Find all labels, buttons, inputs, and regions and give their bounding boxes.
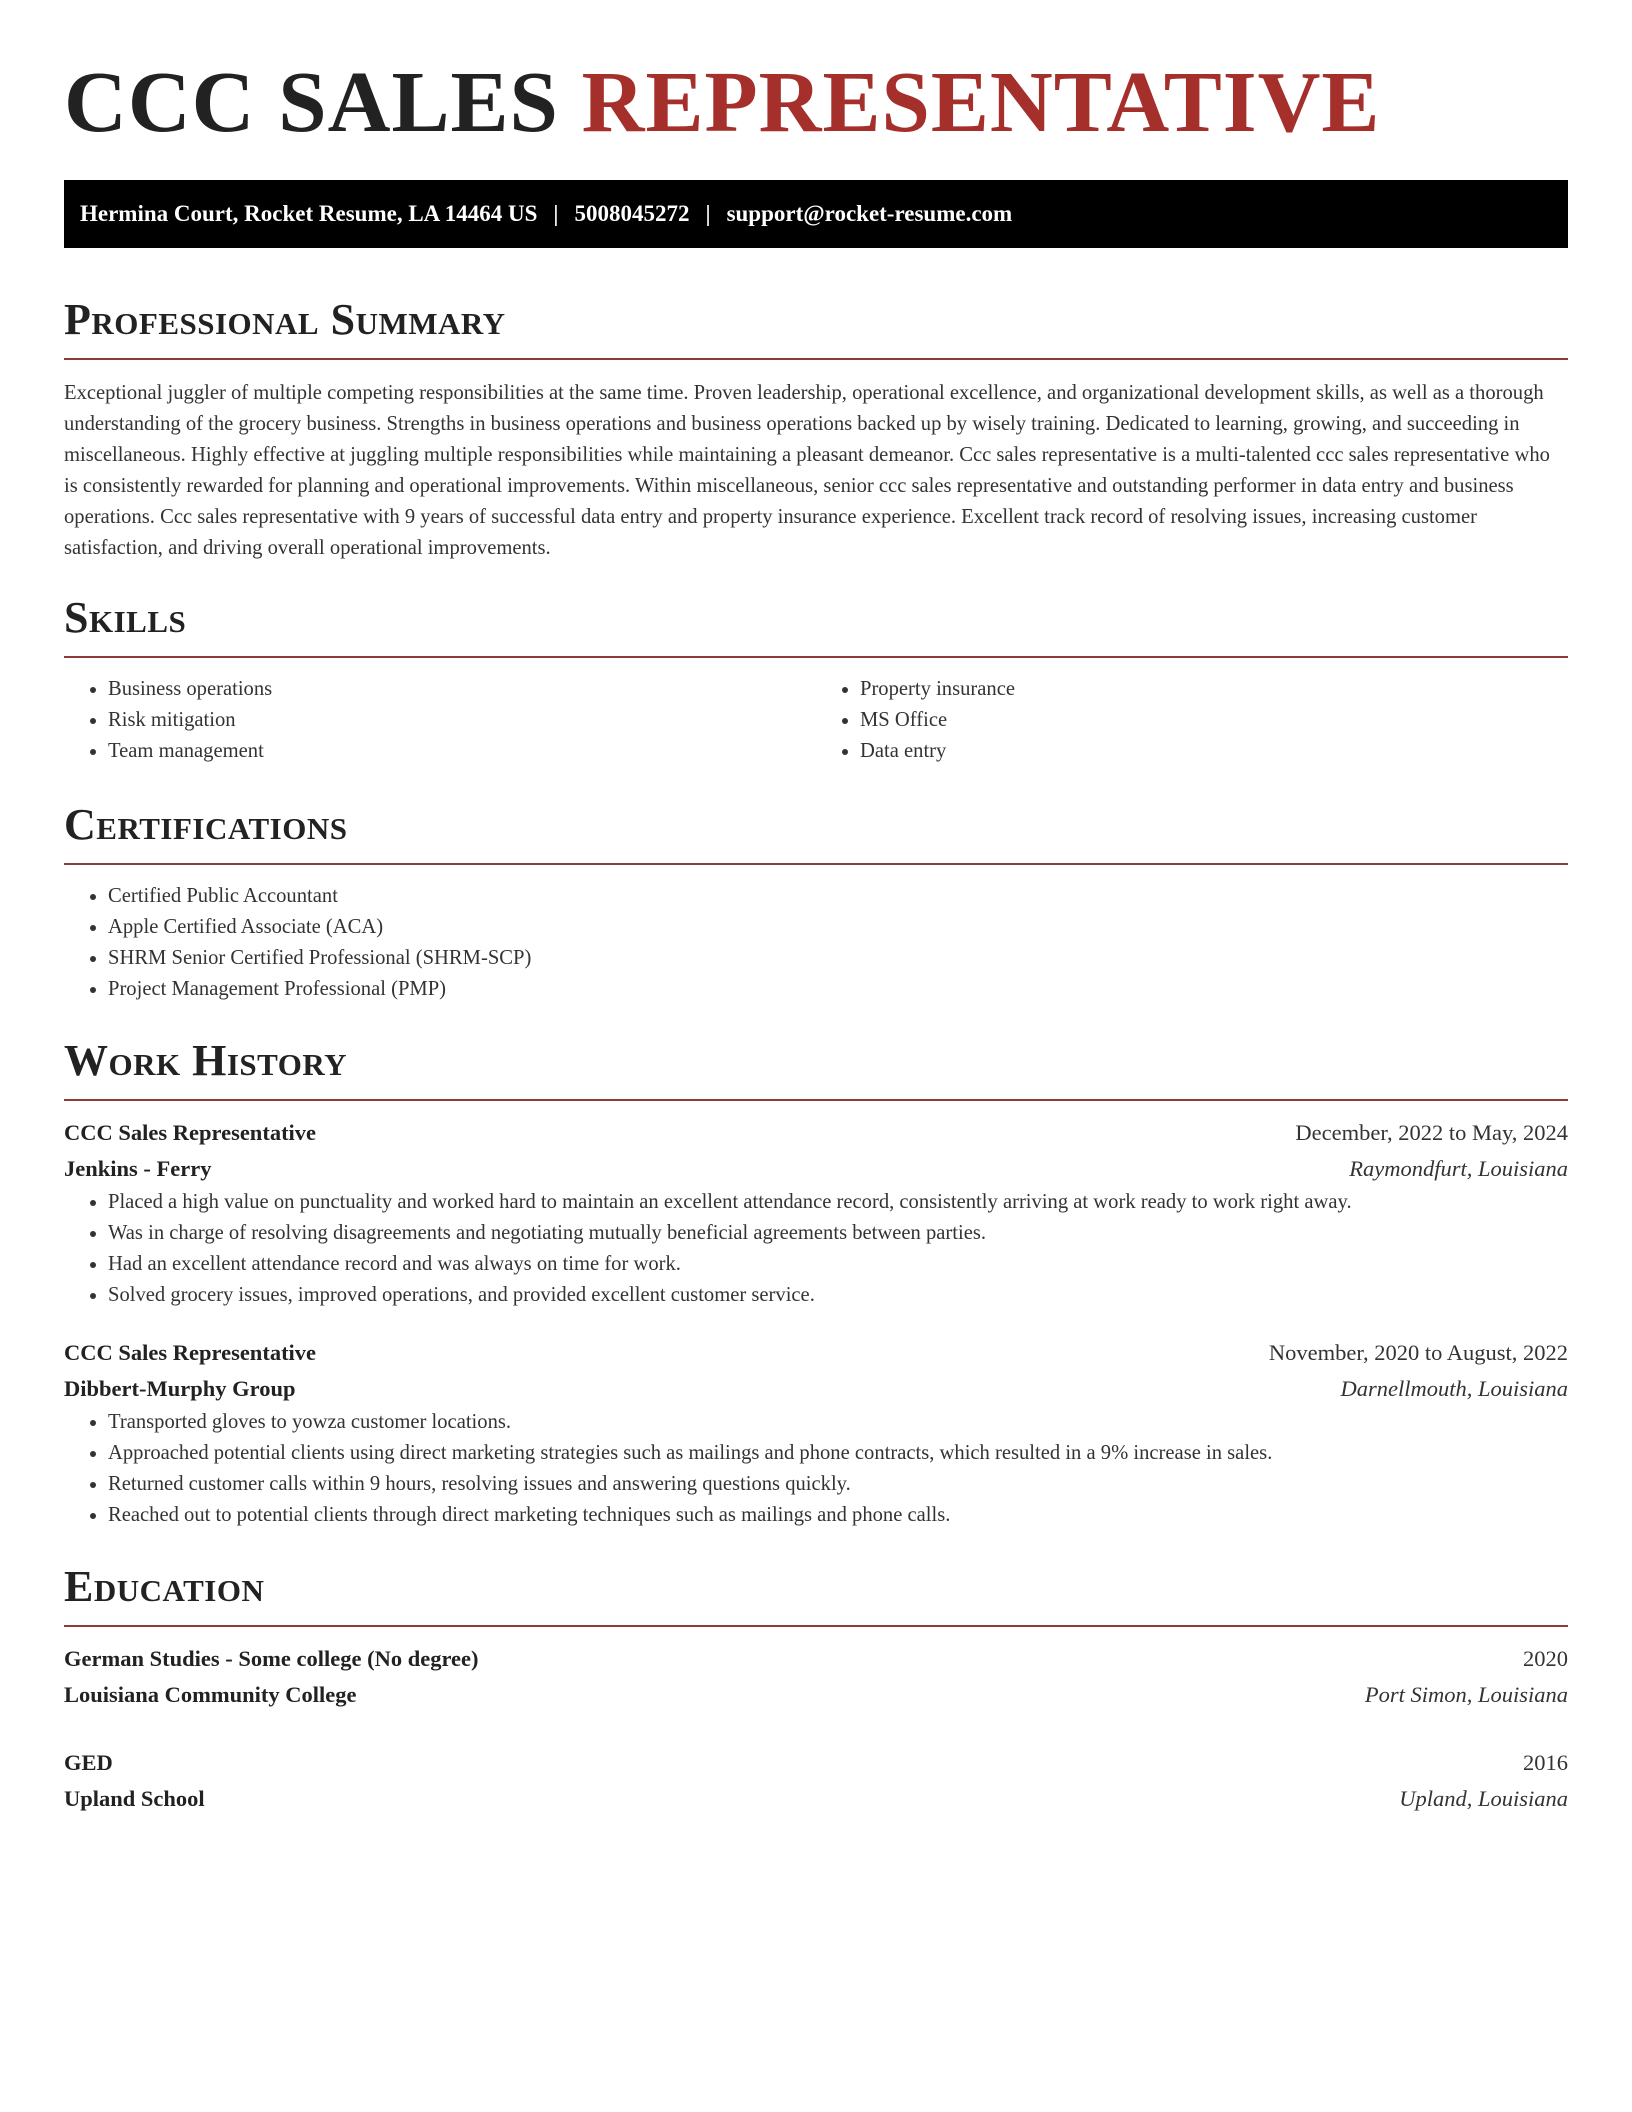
skill-item: • Data entry: [860, 736, 1568, 767]
education-degree-row: [64, 1745, 1568, 1781]
section-divider: [64, 358, 1568, 360]
job-bullet: • Had an excellent attendance record and was always on time for work.: [108, 1249, 1568, 1280]
work-history-section: [64, 1033, 1568, 1531]
education-degree: GED: [64, 1750, 113, 1775]
education-degree: German Studies - Some college (No degree): [64, 1646, 479, 1671]
job-entry: [64, 1115, 1568, 1311]
certifications-list: [64, 881, 1568, 1005]
contact-separator: |: [705, 201, 711, 226]
resume-name: [64, 52, 1568, 152]
education-school-row: [64, 1781, 1568, 1817]
job-company: Dibbert-Murphy Group: [64, 1376, 296, 1401]
job-company: Jenkins - Ferry: [64, 1156, 212, 1181]
section-title-work-history: Work History: [64, 1036, 348, 1085]
job-dates: December, 2022 to May, 2024: [1295, 1120, 1568, 1145]
education-year: 2016: [1523, 1750, 1568, 1775]
education-school: Louisiana Community College: [64, 1682, 357, 1707]
summary-text: Exceptional juggler of multiple competing responsibilities at the same time. Proven leadership, operational excellence, and organizational development skills, as well as a thorough understanding of the grocery business. Strengths in business operations and business operations backed up by wisely training. Dedicated to learning, growing, and succeeding in miscellaneous. Highly effective at juggling multiple responsibilities while maintaining a pleasant demeanor. Ccc sales representative is a multi-talented ccc sales representative who is consistently rewarded for planning and operational improvements. Within miscellaneous, senior ccc sales representative and outstanding performer in data entry and business operations. Ccc sales representative with 9 years of successful data entry and property insurance experience. Excellent track record of resolving issues, increasing customer satisfaction, and driving overall operational improvements.: [64, 382, 1550, 559]
skills-section: [64, 590, 1568, 767]
summary-section: [64, 292, 1568, 564]
name-accent: REPRESENTATIVE: [581, 53, 1381, 150]
section-divider: [64, 1625, 1568, 1627]
job-bullets: [64, 1187, 1568, 1311]
section-title-skills: Skills: [64, 593, 187, 642]
job-title: CCC Sales Representative: [64, 1120, 317, 1145]
skills-list-right: [816, 674, 1568, 767]
job-bullet: • Approached potential clients using direct marketing strategies such as mailings and phone contracts, which resulted in a 9% increase in sales.: [108, 1438, 1568, 1469]
job-location: Raymondfurt, Louisiana: [1349, 1156, 1568, 1181]
skill-item: • Property insurance: [860, 674, 1568, 705]
certification-item: • Project Management Professional (PMP): [108, 974, 1568, 1005]
job-bullet: • Was in charge of resolving disagreements and negotiating mutually beneficial agreements between parties.: [108, 1218, 1568, 1249]
education-entry: [64, 1745, 1568, 1817]
certification-item: • Apple Certified Associate (ACA): [108, 912, 1568, 943]
certification-item: • Certified Public Accountant: [108, 881, 1568, 912]
skills-list-left: [64, 674, 816, 767]
job-header-row: [64, 1115, 1568, 1151]
skill-item: • Team management: [108, 736, 816, 767]
certifications-section: [64, 797, 1568, 1005]
job-bullet: • Solved grocery issues, improved operations, and provided excellent customer service.: [108, 1280, 1568, 1311]
job-bullet: • Returned customer calls within 9 hours, resolving issues and answering questions quickly.: [108, 1469, 1568, 1500]
section-title-summary: Professional Summary: [64, 295, 506, 344]
job-bullet: • Transported gloves to yowza customer locations.: [108, 1407, 1568, 1438]
education-location: Upland, Louisiana: [1399, 1786, 1568, 1811]
certification-item: • SHRM Senior Certified Professional (SHRM-SCP): [108, 943, 1568, 974]
section-title-certifications: Certifications: [64, 800, 348, 849]
education-school: Upland School: [64, 1786, 205, 1811]
job-title: CCC Sales Representative: [64, 1340, 317, 1365]
section-divider: [64, 863, 1568, 865]
job-bullets: [64, 1407, 1568, 1531]
contact-phone: 5008045272: [574, 201, 690, 226]
education-location: Port Simon, Louisiana: [1364, 1682, 1568, 1707]
skill-item: • Business operations: [108, 674, 816, 705]
skill-item: • MS Office: [860, 705, 1568, 736]
contact-address: Hermina Court, Rocket Resume, LA 14464 US: [80, 201, 538, 226]
education-year: 2020: [1523, 1646, 1568, 1671]
job-header-row: [64, 1335, 1568, 1371]
job-location: Darnellmouth, Louisiana: [1340, 1376, 1568, 1401]
section-divider: [64, 656, 1568, 658]
education-degree-row: [64, 1641, 1568, 1677]
section-title-education: Education: [64, 1562, 265, 1611]
education-school-row: [64, 1677, 1568, 1713]
contact-separator: |: [553, 201, 559, 226]
contact-email: support@rocket-resume.com: [726, 201, 1013, 226]
job-dates: November, 2020 to August, 2022: [1268, 1340, 1568, 1365]
skills-grid: [64, 674, 1568, 767]
contact-bar: [64, 180, 1568, 248]
job-entry: [64, 1335, 1568, 1531]
education-entry: [64, 1641, 1568, 1713]
name-main: CCC SALES: [64, 53, 559, 150]
job-bullet: • Reached out to potential clients through direct marketing techniques such as mailings and phone calls.: [108, 1500, 1568, 1531]
job-bullet: • Placed a high value on punctuality and worked hard to maintain an excellent attendance record, consistently arriving at work ready to work right away.: [108, 1187, 1568, 1218]
education-section: [64, 1559, 1568, 1817]
job-company-row: [64, 1151, 1568, 1187]
job-company-row: [64, 1371, 1568, 1407]
skill-item: • Risk mitigation: [108, 705, 816, 736]
section-divider: [64, 1099, 1568, 1101]
